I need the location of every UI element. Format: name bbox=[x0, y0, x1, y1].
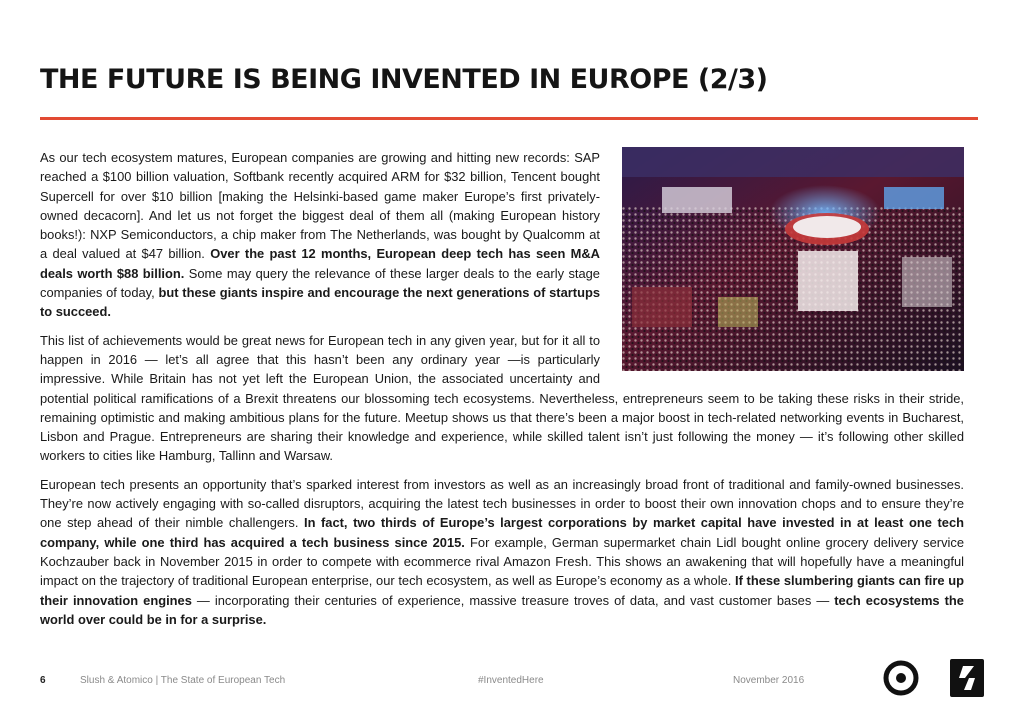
bold-text-run: If these slumbering giants can fire up their innovation engines bbox=[40, 573, 964, 608]
slush-ring-logo bbox=[882, 659, 920, 697]
page-number: 6 bbox=[40, 675, 46, 686]
footer-date: November 2016 bbox=[733, 675, 805, 686]
text-run: For example, German supermarket chain Lidl bought online grocery delivery service Kochzauber back in November 2015 in order to compete with ecommerce rival Amazon Fresh. This shows an awakening that will hopefully have a meaningful impact on the trajectory of traditional European enterprise, our tech ecosystem, as well as Europe’s economy as a whole. bbox=[40, 534, 964, 589]
title-divider bbox=[40, 117, 978, 120]
bold-text-run: In fact, two thirds of Europe’s largest corporations by market capital have invested in at least one tech company, while one third has acquired a tech business since 2015. bbox=[40, 515, 964, 550]
footer-source: Slush & Atomico | The State of European Tech bbox=[80, 675, 286, 686]
page-title: THE FUTURE IS BEING INVENTED IN EUROPE (2/3) bbox=[40, 64, 768, 95]
bold-text-run: but these giants inspire and encourage the next generations of startups to succeed. bbox=[40, 285, 600, 320]
text-run: European tech presents an opportunity that’s sparked interest from investors as well as an increasingly broad front of traditional and family-owned businesses. They’re now actively engaging with so-called disruptors, acquiring the latest tech businesses in order to boost their own innovation chops and to ensure they’re one step ahead of their nimble challengers. bbox=[40, 476, 964, 531]
text-run: As our tech ecosystem matures, European companies are growing and hitting new records: SAP reached a $100 billion valuation, Softbank recently acquired ARM for $32 billion, Tencent bought Supercell for over $10 billion [making the Helsinki-based game maker Europe’s first privately-owned decacorn]. And let us not forget the biggest deal of them all (making European history books!): NXP Semiconductors, a chip maker from The Netherlands, was bought by Qualcomm at a deal valued at $47 billion. bbox=[40, 150, 600, 262]
atomico-logo bbox=[950, 659, 984, 697]
bold-text-run: Over the past 12 months, European deep tech has seen M&A deals worth $88 billion. bbox=[40, 246, 600, 281]
bold-text-run: tech ecosystems the world over could be in for a surprise. bbox=[40, 592, 964, 627]
footer-hashtag: #InventedHere bbox=[478, 675, 544, 686]
conference-crowd-photo bbox=[622, 147, 964, 371]
text-run: — incorporating their centuries of experience, massive treasure troves of data, and vast customer bases — bbox=[191, 592, 835, 608]
text-run: This list of achievements would be great news for European tech in any given year, but for it all to happen in 2016 — let’s all agree that this hasn’t been any ordinary year —is particularly impressive. While Britain has not yet left the European Union, the associated uncertainty and potential political ramifications of a Brexit threatens our blossoming tech ecosystems. Nevertheless, entrepreneurs seem to be taking these risks in their stride, remaining optimistic and making ambitious plans for the future. Meetup shows us that there’s been a major boost in tech-related networking events in Bucharest, Lisbon and Prague. Entrepreneurs are sharing their knowledge and experience, while skilled talent isn’t just following the money — it’s following other skilled workers to cities like Hamburg, Tallinn and Warsaw. bbox=[40, 332, 964, 464]
paragraph-3 bbox=[40, 475, 964, 629]
text-run: Some may query the relevance of these larger deals to the early stage companies of today, bbox=[40, 265, 600, 301]
article-body bbox=[40, 148, 964, 638]
